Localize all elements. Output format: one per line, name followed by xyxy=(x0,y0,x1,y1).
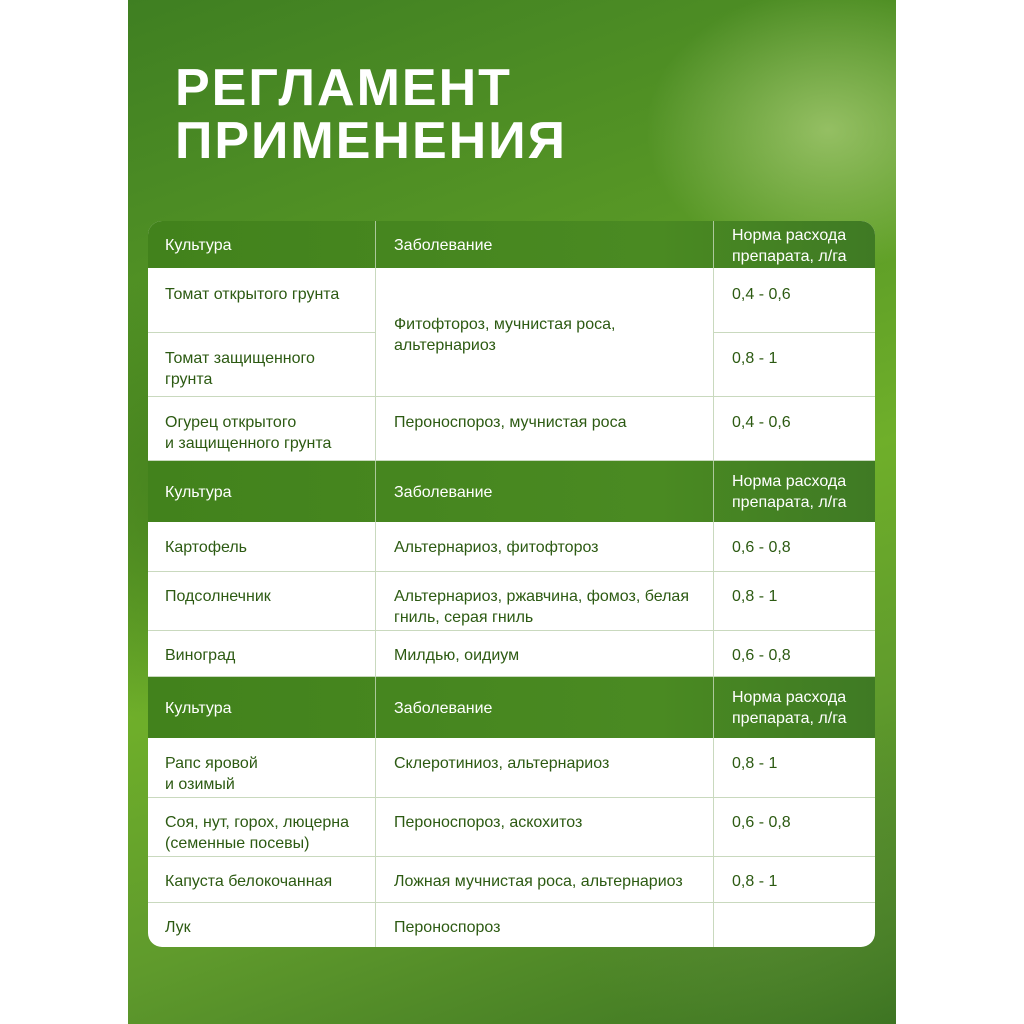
table-row xyxy=(148,571,875,631)
table-row xyxy=(148,522,875,572)
cell-culture: Виноград xyxy=(165,647,236,664)
column-divider xyxy=(375,268,376,461)
cell-rate: 0,6 - 0,8 xyxy=(732,814,791,831)
cell-culture: Соя, нут, горох, люцерна (семенные посевы) xyxy=(165,814,350,852)
header-culture: Культура xyxy=(165,484,232,501)
header-rate: Норма расхода препарата, л/га xyxy=(732,227,847,265)
cell-disease: Альтернариоз, ржавчина, фомоз, белая гниль, серая гниль xyxy=(394,588,689,626)
table-row xyxy=(148,630,875,677)
column-divider xyxy=(713,522,714,677)
header-disease: Заболевание xyxy=(394,484,493,501)
table-row xyxy=(148,738,875,798)
title-line-2: ПРИМЕНЕНИЯ xyxy=(175,112,567,170)
table-row xyxy=(148,902,875,947)
title-line-1: РЕГЛАМЕНТ xyxy=(175,59,512,117)
cell-rate: 0,4 - 0,6 xyxy=(732,286,791,303)
cell-rate: 0,8 - 1 xyxy=(732,873,778,890)
cell-culture: Огурец открытого и защищенного грунта xyxy=(165,414,332,452)
table-row xyxy=(148,856,875,903)
cell-rate: 0,8 - 1 xyxy=(732,350,778,367)
cell-culture: Рапс яровой и озимый xyxy=(165,755,258,793)
cell-rate: 0,8 - 1 xyxy=(732,755,778,772)
header-rate: Норма расхода препарата, л/га xyxy=(732,689,847,727)
cell-culture: Томат защищенного грунта xyxy=(165,350,315,388)
header-culture: Культура xyxy=(165,700,232,717)
cell-disease: Пероноспороз xyxy=(394,919,501,936)
header-disease: Заболевание xyxy=(394,700,493,717)
header-rate: Норма расхода препарата, л/га xyxy=(732,473,847,511)
column-divider xyxy=(713,268,714,461)
cell-disease: Фитофтороз, мучнистая роса, альтернариоз xyxy=(394,316,616,354)
cell-disease: Пероноспороз, мучнистая роса xyxy=(394,414,627,431)
merged-disease-cell xyxy=(376,268,713,397)
cell-culture: Подсолнечник xyxy=(165,588,271,605)
background-panel xyxy=(128,0,896,1024)
header-culture: Культура xyxy=(165,237,232,254)
cell-rate: 0,6 - 0,8 xyxy=(732,539,791,556)
column-divider xyxy=(375,522,376,677)
table-header xyxy=(148,221,875,268)
cell-culture: Лук xyxy=(165,919,191,936)
table-header xyxy=(148,461,875,522)
regulation-table xyxy=(148,221,875,947)
table-row xyxy=(148,797,875,857)
cell-disease: Пероноспороз, аскохитоз xyxy=(394,814,583,831)
header-disease: Заболевание xyxy=(394,237,493,254)
cell-rate: 0,6 - 0,8 xyxy=(732,647,791,664)
cell-culture: Картофель xyxy=(165,539,248,556)
cell-rate: 0,4 - 0,6 xyxy=(732,414,791,431)
cell-culture: Томат открытого грунта xyxy=(165,286,340,303)
cell-disease: Милдью, оидиум xyxy=(394,647,520,664)
table-header xyxy=(148,677,875,738)
table-row xyxy=(148,396,875,461)
cell-disease: Склеротиниоз, альтернариоз xyxy=(394,755,610,772)
cell-disease: Альтернариоз, фитофтороз xyxy=(394,539,599,556)
page-title xyxy=(175,59,567,170)
cell-culture: Капуста белокочанная xyxy=(165,873,333,890)
column-divider xyxy=(375,738,376,947)
column-divider xyxy=(713,738,714,947)
cell-rate: 0,8 - 1 xyxy=(732,588,778,605)
cell-disease: Ложная мучнистая роса, альтернариоз xyxy=(394,873,683,890)
